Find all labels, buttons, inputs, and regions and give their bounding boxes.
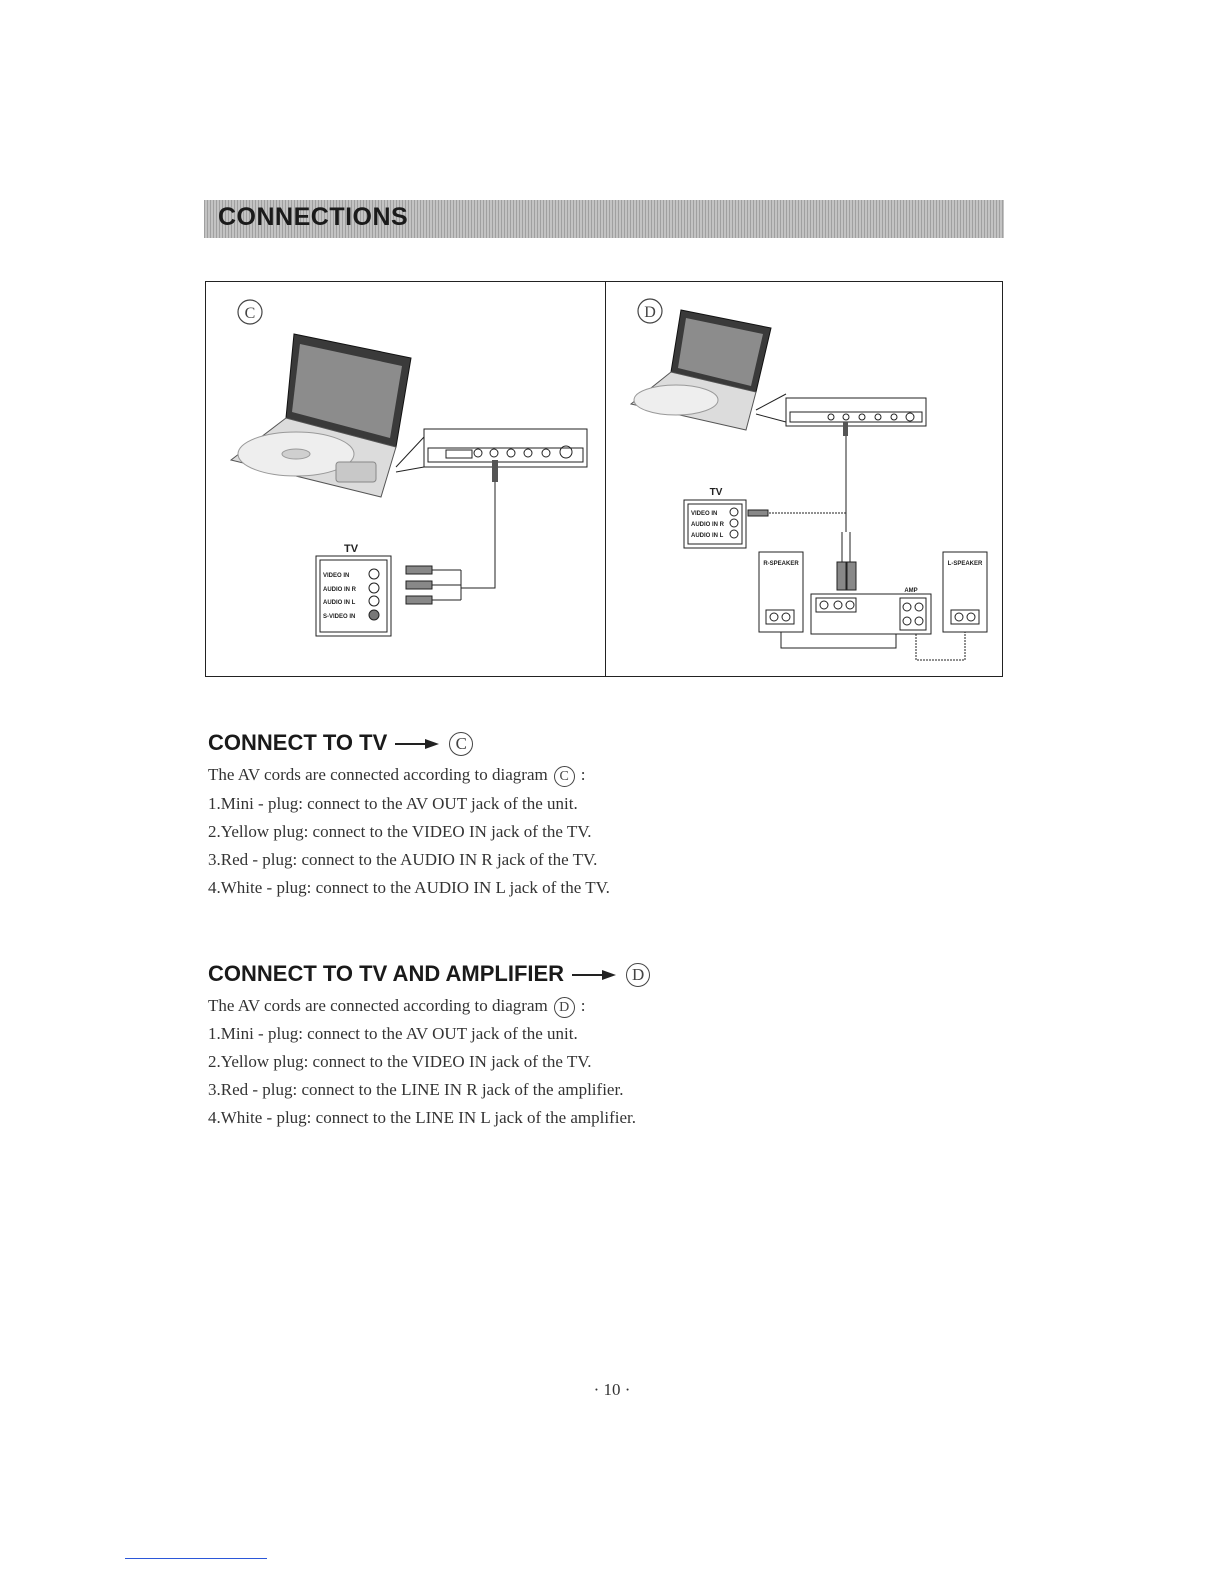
connect-to-tv-title: CONNECT TO TV	[208, 730, 388, 755]
intro-text: The AV cords are connected according to diagram	[208, 996, 548, 1015]
rca-plugs-icon	[406, 566, 432, 604]
svg-text:VIDEO IN: VIDEO IN	[691, 511, 718, 517]
tv-jack-box	[684, 487, 768, 548]
av-out-jack-panel	[786, 398, 926, 426]
section-banner	[204, 200, 1004, 238]
diagram-d-illustration	[606, 282, 1003, 676]
diagram-c-illustration	[206, 282, 605, 676]
connect-to-tv-intro	[208, 765, 585, 787]
diagram-c	[206, 282, 605, 676]
diagram-d-inline-ref: D	[554, 997, 575, 1018]
svg-text:AUDIO IN L: AUDIO IN L	[323, 600, 356, 606]
mini-plug-icon	[492, 460, 498, 482]
diagram-d	[606, 282, 1003, 676]
tv-step-3: 3.Red - plug: connect to the AUDIO IN R jack of the TV.	[208, 850, 598, 869]
mini-plug-icon	[843, 422, 848, 436]
intro-text: The AV cords are connected according to diagram	[208, 765, 548, 784]
page-title: CONNECTIONS	[218, 203, 409, 231]
svg-text:L-SPEAKER: L-SPEAKER	[947, 561, 983, 567]
portable-dvd-player-icon	[631, 310, 771, 430]
diagram-c-inline-ref: C	[554, 766, 575, 787]
svg-text:VIDEO IN: VIDEO IN	[323, 573, 350, 579]
arrow-right-icon	[572, 970, 616, 980]
page-number: · 10 ·	[593, 1380, 631, 1399]
amp-step-4: 4.White - plug: connect to the LINE IN L jack of the amplifier.	[208, 1108, 637, 1127]
footer-rule	[125, 1558, 267, 1559]
amplifier	[811, 588, 931, 634]
svg-text:C: C	[244, 305, 256, 322]
svg-text:TV: TV	[709, 487, 723, 498]
svg-text:D: D	[644, 304, 656, 321]
tv-step-1: 1.Mini - plug: connect to the AV OUT jack of the unit.	[208, 794, 578, 813]
connect-to-tv-amplifier-heading	[208, 961, 650, 987]
svg-text:S-VIDEO IN: S-VIDEO IN	[323, 614, 356, 620]
l-speaker	[943, 552, 987, 632]
portable-dvd-player-icon	[231, 334, 411, 497]
amp-step-3: 3.Red - plug: connect to the LINE IN R jack of the amplifier.	[208, 1080, 624, 1099]
intro-colon: :	[580, 765, 586, 784]
diagram-c-marker	[238, 300, 262, 324]
tv-jack-box	[316, 543, 391, 636]
svg-text:AMP: AMP	[904, 588, 918, 594]
svg-text:TV: TV	[343, 543, 359, 555]
r-speaker	[759, 552, 803, 632]
svg-text:AUDIO IN R: AUDIO IN R	[323, 587, 356, 593]
arrow-right-icon	[395, 739, 439, 749]
connect-to-amplifier-intro	[208, 996, 585, 1018]
diagram-d-ref: D	[626, 963, 650, 987]
svg-text:AUDIO IN R: AUDIO IN R	[691, 522, 724, 528]
connect-to-tv-heading	[208, 730, 473, 756]
connect-to-tv-amplifier-title: CONNECT TO TV AND AMPLIFIER	[208, 961, 565, 986]
svg-text:AUDIO IN L: AUDIO IN L	[691, 533, 724, 539]
svg-text:R-SPEAKER: R-SPEAKER	[763, 561, 799, 567]
amp-step-1: 1.Mini - plug: connect to the AV OUT jack of the unit.	[208, 1024, 578, 1043]
diagram-d-marker	[638, 299, 662, 323]
av-out-jack-panel	[424, 429, 587, 467]
tv-step-2: 2.Yellow plug: connect to the VIDEO IN jack of the TV.	[208, 822, 592, 841]
diagram-c-ref: C	[449, 732, 473, 756]
tv-step-4: 4.White - plug: connect to the AUDIO IN L jack of the TV.	[208, 878, 610, 897]
intro-colon: :	[580, 996, 586, 1015]
amp-step-2: 2.Yellow plug: connect to the VIDEO IN jack of the TV.	[208, 1052, 592, 1071]
connection-diagrams	[205, 281, 1003, 677]
rca-plugs-icon	[837, 562, 856, 590]
